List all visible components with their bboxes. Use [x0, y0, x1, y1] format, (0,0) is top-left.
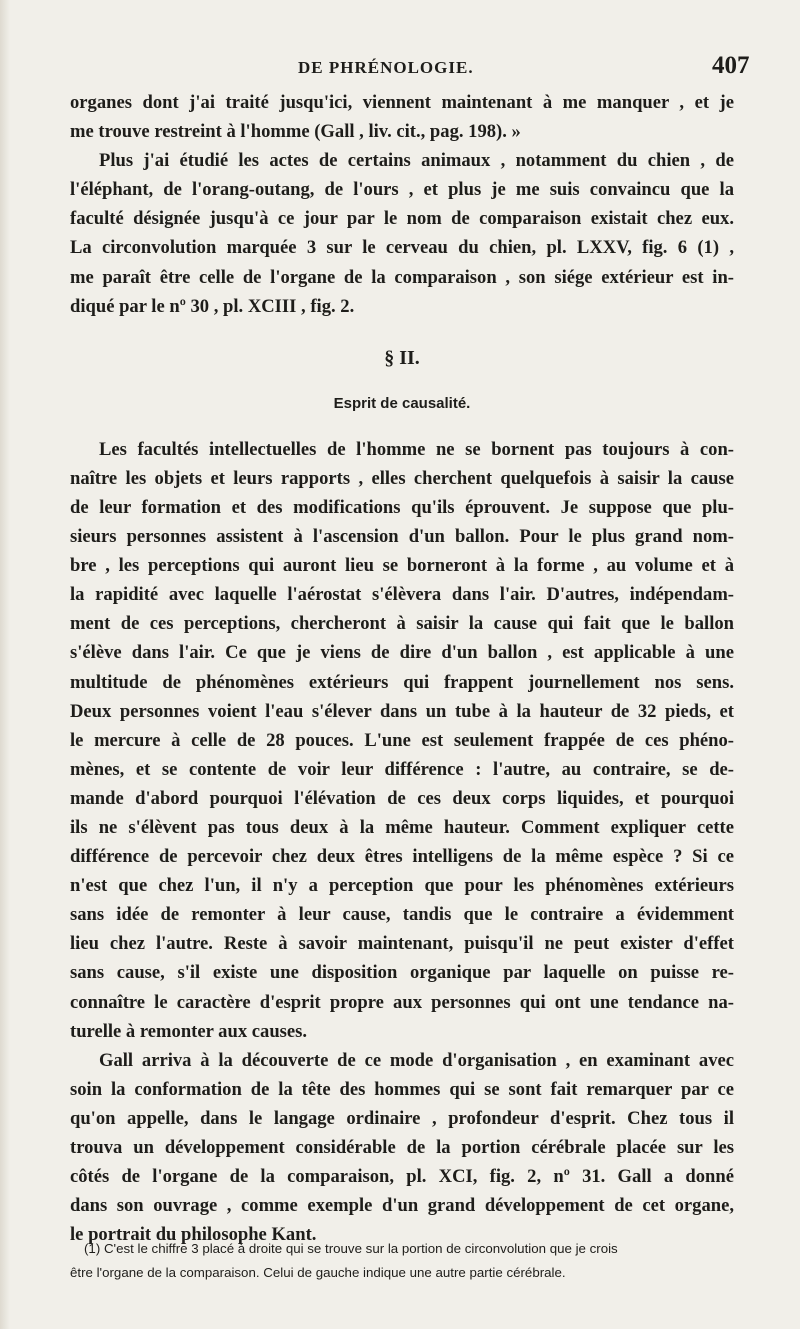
text-line: trouva un développement considérable de la portion cérébrale placée sur les	[70, 1137, 734, 1158]
text-line: n'est que chez l'un, il n'y a perception que pour les phénomènes extérieurs	[70, 875, 734, 897]
text-line: me trouve restreint à l'homme (Gall , liv. cit., pag. 198). »	[70, 121, 521, 143]
text-line: Les facultés intellectuelles de l'homme ne se bornent pas toujours à con-	[99, 438, 734, 460]
text-line: turelle à remonter aux causes.	[70, 1020, 308, 1042]
text-line: bre , les perceptions qui auront lieu se borneront à la forme , au volume et à	[70, 555, 734, 577]
text-line: faculté désignée jusqu'à ce jour par le nom de comparaison existait chez eux.	[70, 208, 734, 230]
text-line: Plus j'ai étudié les actes de certains animaux , notamment du chien , de	[99, 150, 734, 172]
text-line: dans son ouvrage , comme exemple d'un grand développement de cet organe,	[70, 1195, 734, 1217]
text-line: côtés de l'organe de la comparaison, pl. XCI, fig. 2, nº 31. Gall a donné	[70, 1166, 734, 1188]
footnote-line: être l'organe de la comparaison. Celui de gauche indique une autre partie cérébrale.	[70, 1265, 566, 1280]
text-line: ils ne s'élèvent pas tous deux à la même hauteur. Comment expliquer cette	[70, 816, 734, 838]
paragraph	[70, 146, 734, 321]
footnote-line: (1) C'est le chiffre 3 placé à droite qui se trouve sur la portion de circonvolution que je crois	[84, 1241, 618, 1256]
paragraph	[70, 1046, 734, 1250]
text-line: mènes, et se contente de voir leur différence : l'autre, au contraire, se de-	[70, 758, 734, 780]
text-line: la rapidité avec laquelle l'aérostat s'élèvera dans l'air. D'autres, indépendam-	[70, 584, 734, 606]
text-line: me paraît être celle de l'organe de la comparaison , son siége extérieur est in-	[70, 266, 734, 288]
text-line: différence de percevoir chez deux êtres intelligens de la même espèce ? Si ce	[70, 846, 734, 868]
text-line: soin la conformation de la tête des hommes qui se sont fait remarquer par ce	[70, 1078, 734, 1100]
text-line: organes dont j'ai traité jusqu'ici, viennent maintenant à me manquer , et je	[70, 92, 734, 113]
text-line: ment de ces perceptions, chercheront à saisir la cause qui fait que le ballon	[70, 613, 734, 635]
running-header	[0, 52, 800, 82]
text-line: naître les objets et leurs rapports , elles cherchent quelquefois à saisir la cause	[70, 467, 734, 489]
footnote	[70, 1237, 734, 1285]
running-title: DE PHRÉNOLOGIE.	[298, 58, 474, 77]
text-line: multitude de phénomènes extérieurs qui frappent journellement nos sens.	[70, 671, 734, 693]
text-line: qu'on appelle, dans le langage ordinaire , profondeur d'esprit. Chez tous il	[70, 1107, 734, 1129]
text-line: lieu chez l'autre. Reste à savoir maintenant, puisqu'il ne peut exister d'effet	[70, 933, 734, 955]
section-title: Esprit de causalité.	[333, 394, 471, 412]
text-line: Deux personnes voient l'eau s'élever dans un tube à la hauteur de 32 pieds, et	[70, 700, 734, 722]
text-line: connaître le caractère d'esprit propre aux personnes qui ont une tendance na-	[70, 991, 734, 1013]
text-line: de leur formation et des modifications qu'ils éprouvent. Je suppose que plu-	[70, 496, 734, 518]
paragraph	[70, 435, 734, 1046]
text-line: le mercure à celle de 28 pouces. L'une est seulement frappée de ces phéno-	[70, 729, 734, 751]
text-line: sans idée de remonter à leur cause, tandis que le contraire a évidemment	[70, 904, 734, 926]
text-line: le portrait du philosophe Kant.	[70, 1224, 317, 1246]
text-line: sieurs personnes assistent à l'ascension d'un ballon. Pour le plus grand nom-	[70, 526, 734, 548]
text-line: l'éléphant, de l'orang-outang, de l'ours , et plus je me suis convaincu que la	[70, 179, 734, 201]
page-number: 407	[712, 52, 750, 79]
section-spacer	[70, 417, 734, 435]
text-line: diqué par le nº 30 , pl. XCIII , fig. 2.	[70, 295, 355, 317]
section-mark: § II.	[384, 346, 420, 369]
text-line: La circonvolution marquée 3 sur le cerveau du chien, pl. LXXV, fig. 6 (1) ,	[70, 237, 734, 259]
page-edge-shadow	[0, 0, 10, 1329]
paragraph	[70, 88, 734, 146]
text-line: Gall arriva à la découverte de ce mode d'organisation , en examinant avec	[99, 1049, 734, 1071]
body-text	[70, 88, 734, 1249]
text-line: s'élève dans l'air. Ce que je viens de dire d'un ballon , est applicable à une	[70, 642, 734, 664]
text-line: sans cause, s'il existe une disposition organique par laquelle on puisse re-	[70, 962, 734, 984]
text-line: mande d'abord pourquoi l'élévation de ces deux corps liquides, et pourquoi	[70, 787, 734, 809]
